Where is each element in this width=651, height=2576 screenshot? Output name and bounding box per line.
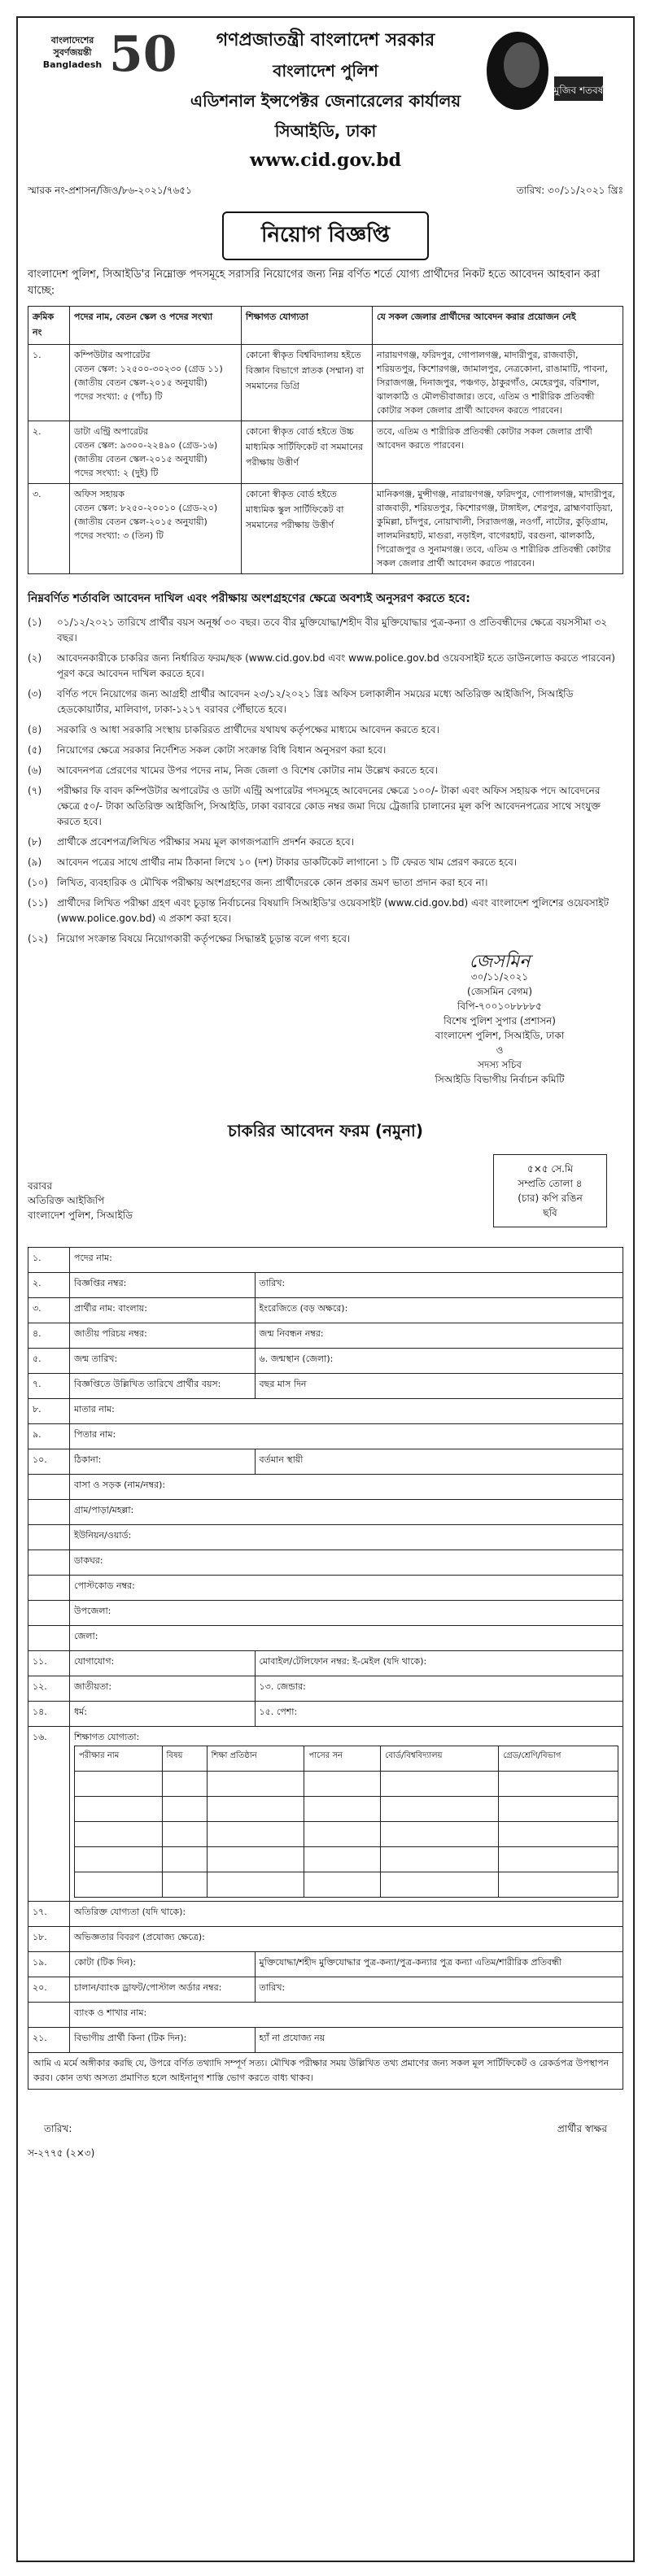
- table-header-row: ক্রমিক নং পদের নাম, বেতন স্কেল ও পদের সংখ্যা শিক্ষাগত যোগ্যতা যে সকল জেলার প্রার্থীদের আবেদন করার প্রয়োজন নেই: [28, 307, 623, 345]
- office-name: এডিশনাল ইন্সপেক্টর জেনারেলের কার্যালয়: [190, 91, 461, 111]
- form-row: ১২. জাতীয়তা: ১৩. জেন্ডার:: [28, 1676, 623, 1702]
- declaration: আমি এ মর্মে অঙ্গীকার করছি যে, উপরে বর্ণিত তথ্যাদি সম্পূর্ণ সত্য। মৌখিক পরীক্ষার সময় উল্লিখিত তথ্য প্রমাণের জন্য সকল মূল সার্টিফিকেট ও রেকর্ডপত্র উপস্থাপন করব। কোন তথ্য অসত্য প্রমাণিত হলে আইনানুগ শাস্তি ভোগ করতে বাধ্য থাকব।: [28, 2053, 623, 2090]
- mujib-centenary-logo: [477, 26, 607, 116]
- table-row: ৩. অফিস সহায়ক বেতন স্কেল: ৮২৫০-২০০১০ (গ্রেড-২০) (জাতীয় বেতন স্কেল-২০১৫ অনুযায়ী) পদের সংখ্যা: ৩ (তিন) টি কোনো স্বীকৃত বোর্ড হইতে মাধ্যমিক স্কুল সার্টিফিকেট বা সমমানের পরীক্ষায় উত্তীর্ণ মানিকগঞ্জ, মুন্সীগঞ্জ, নারায়ণগঞ্জ, ফরিদপুর, গোপালগঞ্জ, মাদারীপুর, রাজবাড়ী, শরিয়তপুর, কিশোরগঞ্জ, টাঙ্গাইল, শেরপুর, ব্রাহ্মণবাড়িয়া, কুমিল্লা, চাঁদপুর, নোয়াখালী, সিরাজগঞ্জ, নওগাঁ, নাটোর, কুড়িগ্রাম, লালমনিরহাট, মাগুরা, নড়াইল, বাগেরহাট, বরগুনা, ঝালকাঠি, পিরোজপুর ও সুনামগঞ্জ। তবে, এতিম ও শারীরিক প্রতিবন্ধী কোটার সকল জেলার প্রার্থী আবেদন করতে পারবেন।: [28, 484, 623, 574]
- form-row: ৫. জন্ম তারিখ: ৬. জন্মস্থান (জেলা):: [28, 1349, 623, 1374]
- conditions-list: [28, 615, 623, 947]
- condition-item: (৭) পরীক্ষার ফি বাবদ কম্পিউটার অপারেটর ও ডাটা এন্ট্রি অপারেটর পদসমূহে আবেদনের ক্ষেত্রে ১০০/- টাকা এবং অফিস সহায়ক পদে আবেদনের ক্ষেত্রে ৫০/- টাকা অতিরিক্ত আইজিপি, সিআইডি, ঢাকা বরাবরে কোড নম্বর জমা দিয়ে ট্রেজারি চালানের মূল কপি আবেদনপত্রের সাথে সংযুক্ত করতে হবে।: [28, 785, 601, 827]
- logo-number: 50: [109, 26, 177, 83]
- form-row: ৮. মাতার নাম:: [28, 1399, 623, 1424]
- condition-item: (৮) প্রার্থীকে প্রবেশপত্র/লিখিত পরীক্ষার সময় মূল কাগজপত্রাদি প্রদর্শন করতে হবে।: [28, 836, 354, 848]
- form-row: বাসা ও সড়ক (নাম/নম্বর):: [28, 1475, 623, 1500]
- form-row: ২. বিজ্ঞপ্তির নম্বর: তারিখ:: [28, 1273, 623, 1298]
- form-row: ১. পদের নাম:: [28, 1248, 623, 1273]
- condition-item: (৬) আবেদনপত্র প্রেরণের খামের উপর পদের নাম, নিজ জেলা ও বিশেষ কোটার নাম উল্লেখ করতে হবে।: [28, 765, 438, 776]
- document-frame: [16, 16, 635, 2562]
- form-row: ১৮. অভিজ্ঞতার বিবরণ (প্রযোজ্য ক্ষেত্রে):: [28, 1927, 623, 1952]
- form-row: ৩. প্রার্থীর নাম: বাংলায়: ইংরেজিতে (বড় অক্ষরে):: [28, 1298, 623, 1323]
- form-row: ১০. ঠিকানা: বর্তমান স্থায়ী: [28, 1449, 623, 1475]
- form-row: ১৪. ধর্ম: ১৫. পেশা:: [28, 1702, 623, 1727]
- form-row: ৯. পিতার নাম:: [28, 1424, 623, 1449]
- form-row: ১৬. শিক্ষাগত যোগ্যতা: পরীক্ষার নাম বিষয় শিক্ষা প্রতিষ্ঠান পাসের সন বোর্ড/বিশ্ববিদ্যালয় গ্রেড/শ্রেণি/বিভাগ: [28, 1727, 623, 1902]
- police-name: বাংলাদেশ পুলিশ: [273, 61, 378, 81]
- memo-line: [28, 184, 623, 200]
- posts-table: [28, 306, 623, 574]
- photo-box: ৫×৫ সে.মি সম্প্রতি তোলা ৪ (চার) কপি রঙিন ছবি: [493, 1154, 607, 1227]
- condition-item: (২) আবেদনকারীকে চাকরির জন্য নির্ধারিত ফরম/ছক (www.cid.gov.bd এবং www.police.gov.bd ওয়েবসাইট হতে ডাউনলোড করতে পারবেন) পূরণ করে আবেদন দাখিল করতে হবে।: [28, 652, 615, 679]
- intro-text: বাংলাদেশ পুলিশ, সিআইডি'র নিম্নোক্ত পদসমূহে সরাসরি নিয়োগের জন্য নিম্ন বর্ণিত শর্তে যোগ্য প্রার্থীদের নিকট হতে আবেদন আহবান করা যাচ্ছে:: [28, 268, 601, 297]
- golden-jubilee-logo: বাংলাদেশের সুবর্ণজয়ন্তী Bangladesh 50: [42, 26, 177, 83]
- form-row: ২০. চালান/ব্যাংক ড্রাফট/পোস্টাল অর্ডার নম্বর: তারিখ:: [28, 1977, 623, 2003]
- website[interactable]: www.cid.gov.bd: [249, 150, 402, 171]
- memo-number: স্মারক নং-প্রশাসন/জিও/৮৬-২০২১/৭৬৫১: [28, 185, 192, 196]
- condition-item: (৪) সরকারি ও আধা সরকারি সংস্থায় চাকরিরত প্রার্থীদের যথাযথ কর্তৃপক্ষের মাধ্যমে আবেদন করতে হবে।: [28, 724, 439, 735]
- condition-item: (৩) বর্ণিত পদে নিয়োগের জন্য আগ্রহী প্রার্থীর আবেদন ২৩/১২/২০২১ খ্রিঃ অফিস চলাকালীন সময়ের মধ্যে অতিরিক্ত আইজিপি, সিআইডি হেডকোয়ার্টার, মালিবাগ, ঢাকা-১২১৭ বরাবর পৌঁছাতে হবে।: [28, 688, 574, 715]
- condition-item: (১২) নিয়োগ সংক্রান্ত বিষয়ে নিয়োগকারী কর্তৃপক্ষের সিদ্ধান্তই চূড়ান্ত বলে গণ্য হবে।: [28, 933, 351, 944]
- svg-text:মুজিব শতবর্ষ: মুজিব শতবর্ষ: [553, 85, 604, 96]
- signature-scribble: জেসমিন: [469, 952, 531, 972]
- form-row: ২১. বিভাগীয় প্রার্থী কিনা (টিক দিন): হ্যাঁ না প্রযোজ্য নয়: [28, 2028, 623, 2053]
- date-label: তারিখ:: [44, 2123, 72, 2134]
- condition-item: (১১) প্রার্থীদের লিখিত পরীক্ষা গ্রহণ এবং চূড়ান্ত নির্বাচনের বিষয়াদি সিআইডি'র ওয়েবসাইট (www.cid.gov.bd) এবং বাংলাদেশ পুলিশের ওয়েবসাইট (www.police.gov.bd) এ প্রকাশ করা হবে।: [28, 897, 609, 924]
- form-row: পোস্টকোড নম্বর:: [28, 1576, 623, 1601]
- application-form-table: [28, 1247, 623, 2053]
- education-table: পরীক্ষার নাম বিষয় শিক্ষা প্রতিষ্ঠান পাসের সন বোর্ড/বিশ্ববিদ্যালয় গ্রেড/শ্রেণি/বিভাগ: [74, 1746, 618, 1898]
- page-title: নিয়োগ বিজ্ঞপ্তি: [222, 211, 429, 260]
- page: [8, 0, 643, 2576]
- conditions-title: নিম্নবর্ণিত শর্তাবলি আবেদন দাখিল এবং পরীক্ষায় অংশগ্রহণের ক্ষেত্রে অবশ্যই অনুসরণ করতে হবে:: [28, 592, 470, 605]
- addressee: বরাবর অতিরিক্ত আইজিপি বাংলাদেশ পুলিশ, সিআইডি: [28, 1180, 133, 1221]
- government-name: গণপ্রজাতন্ত্রী বাংলাদেশ সরকার: [216, 30, 435, 50]
- form-row: ৭. বিজ্ঞপ্তিতে উল্লিখিত তারিখে প্রার্থীর বয়স: বছর মাস দিন: [28, 1374, 623, 1399]
- form-row: গ্রাম/পাড়া/মহল্লা:: [28, 1500, 623, 1525]
- signature-block: জেসমিন ৩০/১১/২০২১ (জেসমিন বেগম) বিপি-৭০০১০৮৮৮৮৫ বিশেষ পুলিশ সুপার (প্রশাসন) বাংলাদেশ পুলিশ, সিআইডি, ঢাকা ও সদস্য সচিব সিআইডি বিভাগীয় নির্বাচন কমিটি: [394, 955, 605, 1087]
- form-row: ১৭. অতিরিক্ত যোগ্যতা (যদি থাকে):: [28, 1902, 623, 1927]
- form-footer: [28, 2122, 623, 2138]
- applicant-signature-label: প্রার্থীর স্বাক্ষর: [557, 2123, 607, 2134]
- unit-name: সিআইডি, ঢাকা: [274, 121, 377, 141]
- form-title: চাকরির আবেদন ফরম (নমুনা): [228, 1121, 423, 1140]
- header: [28, 26, 623, 181]
- form-row: ইউনিয়ন/ওয়ার্ড:: [28, 1525, 623, 1550]
- form-row: ১১. যোগাযোগ: মোবাইল/টেলিফোন নম্বর: ই-মেইল (যদি থাকে):: [28, 1651, 623, 1676]
- form-row: ১৯. কোটা (টিক দিন): মুক্তিযোদ্ধা/শহীদ মুক্তিযোদ্ধার পুত্র-কন্যা/পুত্র-কন্যার পুত্র কন্যা এতিম/শারীরিক প্রতিবন্ধী: [28, 1952, 623, 1977]
- condition-item: (১) ০১/১২/২০২১ তারিখে প্রার্থীর বয়স অনূর্ধ্ব ৩০ বছর। তবে বীর মুক্তিযোদ্ধা/শহীদ বীর মুক্তিযোদ্ধার পুত্র-কন্যা ও প্রতিবন্ধীদের ক্ষেত্রে বয়সসীমা ৩২ বছর।: [28, 617, 608, 643]
- form-row: ৪. জাতীয় পরিচয় নম্বর: জন্ম নিবন্ধন নম্বর:: [28, 1323, 623, 1349]
- table-row: ১. কম্পিউটার অপারেটর বেতন স্কেল: ১২৫০০-৩০২৩০ (গ্রেড ১১) (জাতীয় বেতন স্কেল-২০১৫ অনুযায়ী) পদের সংখ্যা: ৫ (পাঁচ) টি কোনো স্বীকৃত বিশ্ববিদ্যালয় হইতে বিজ্ঞান বিভাগে স্নাতক (সম্মান) বা সমমানের ডিগ্রি নারায়ণগঞ্জ, ফরিদপুর, গোপালগঞ্জ, মাদারীপুর, রাজবাড়ী, শরিয়তপুর, কিশোরগঞ্জ, জামালপুর, নেত্রকোনা, রাঙামাটি, পাবনা, সিরাজগঞ্জ, দিনাজপুর, পঞ্চগড়, ঠাকুরগাঁও, মেহেরপুর, বরিশাল, ঝালকাঠি ও মৌলভীবাজার। তবে, এতিম ও শারীরিক প্রতিবন্ধী কোটার সকল জেলার প্রার্থী আবেদন করতে পারবেন।: [28, 345, 623, 421]
- table-row: ২. ডাটা এন্ট্রি অপারেটর বেতন স্কেল: ৯৩০০-২২৪৯০ (গ্রেড-১৬) (জাতীয় বেতন স্কেল-২০১৫ অনুযায়ী) পদের সংখ্যা: ২ (দুই) টি কোনো স্বীকৃত বোর্ড হইতে উচ্চ মাধ্যমিক সার্টিফিকেট বা সমমানের পরীক্ষায় উত্তীর্ণ তবে, এতিম ও শারীরিক প্রতিবন্ধী কোটার সকল জেলার প্রার্থী আবেদন করতে পারবেন।: [28, 421, 623, 484]
- form-row: ডাকঘর:: [28, 1550, 623, 1576]
- form-row: ব্যাংক ও শাখার নাম:: [28, 2003, 623, 2028]
- form-row: উপজেলা:: [28, 1601, 623, 1626]
- condition-item: (১০) লিখিত, ব্যবহারিক ও মৌখিক পরীক্ষায় অংশগ্রহণের জন্য প্রার্থীদেরকে কোন প্রকার ভ্রমণ ভাতা প্রদান করা হবে না।: [28, 877, 488, 888]
- form-row: জেলা:: [28, 1626, 623, 1651]
- condition-item: (৯) আবেদন পত্রের সাথে প্রার্থীর নাম ঠিকানা লিখে ১০ (দশ) টাকার ডাকটিকেট লাগানো ১ টি ফেরত খাম প্রেরণ করতে হবে।: [28, 856, 518, 868]
- print-code: স-২৭৭৫ (২×৩): [28, 2147, 95, 2159]
- condition-item: (৫) নিয়োগের ক্ষেত্রে সরকার নির্দেশিত সকল কোটা সংক্রান্ত বিধি বিধান অনুসরণ করা হবে।: [28, 744, 387, 756]
- memo-date: তারিখ: ৩০/১১/২০২১ খ্রিঃ: [516, 185, 623, 196]
